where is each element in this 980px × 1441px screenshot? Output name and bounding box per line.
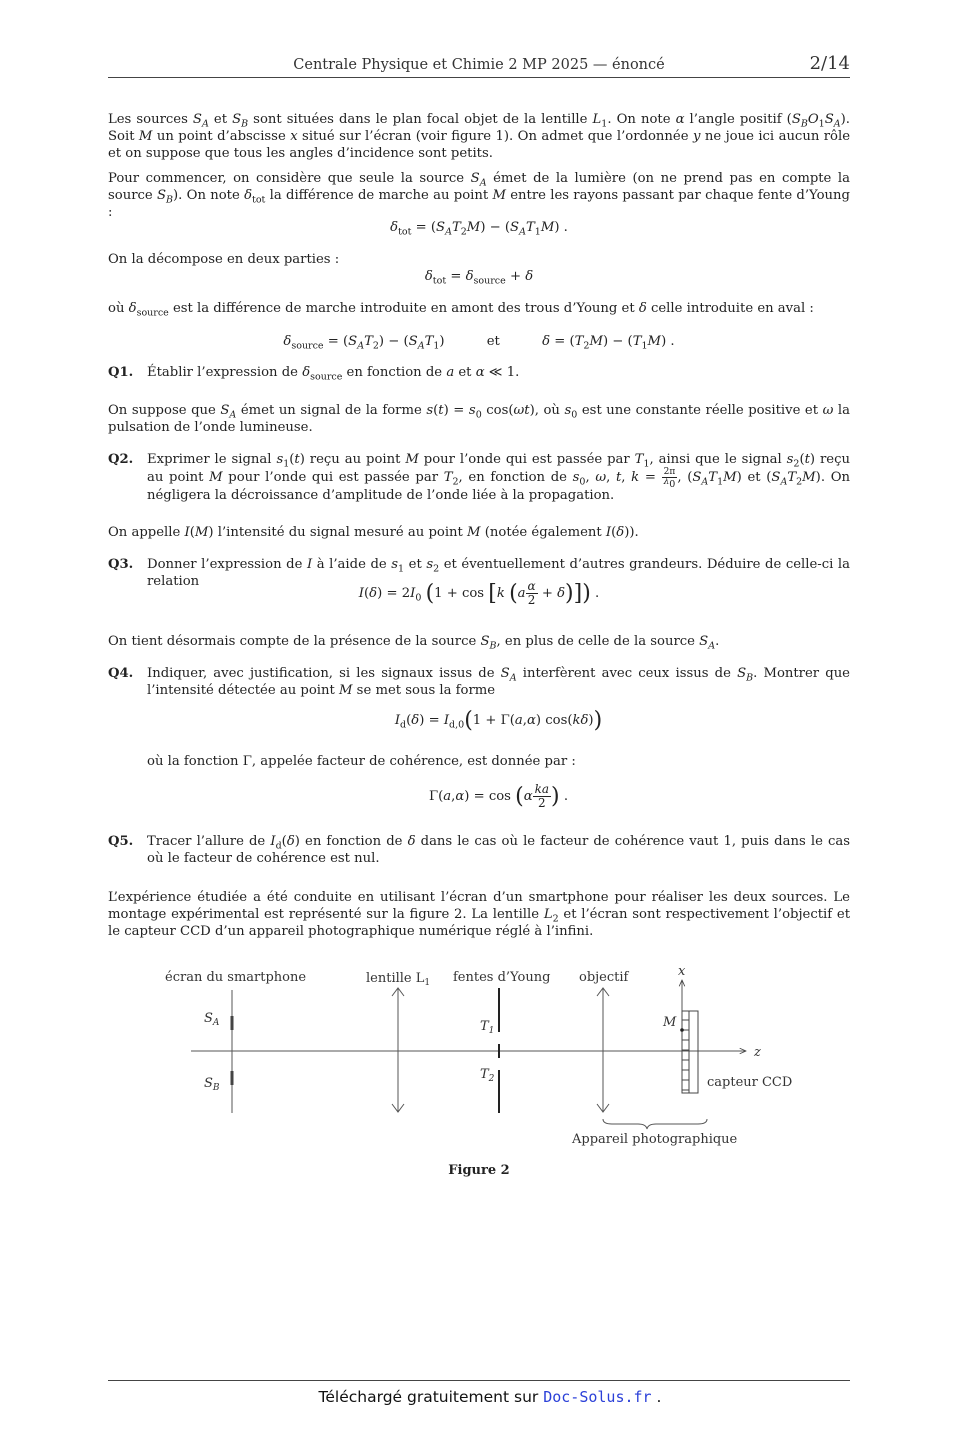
slit-T1-label: $T_1$ [480, 1019, 495, 1036]
paragraph-signal: On suppose que $S_A$ émet un signal de la forme $s(t) = s_0$ cos(ωt), où $s_0$ est une constante réelle positive et ω la pulsation de l’onde lumineuse. [108, 403, 850, 435]
source-SB-label: $S_B$ [204, 1076, 220, 1093]
figure-caption: Figure 2 [448, 1163, 510, 1178]
paragraph-experiment: L’expérience étudiée a été conduite en utilisant l’écran d’un smartphone pour réaliser les deux sources. Le montage expérimental est représenté sur la figure 2. La lentille $L_2$ et l’écran sont respectivement l’objectif et le capteur CCD d’un appareil photographique numérique réglé à l’infini. [108, 890, 851, 939]
question-label: Q4. [108, 666, 134, 681]
objective-label: objectif [579, 970, 629, 985]
question-2: Q2. Exprimer le signal $s_1(t)$ reçu au point M pour l’onde qui est passée par $T_1$, ainsi que le signal $s_2(t)$ reçu au point M pour l’onde qui est passée par $T_2$, en fonction de $s_0$, ω, t, k = $\frac{2\pi}{\lambda_0}$ , $(S_AT_1M)$ et $(S_AT_2M)$. On négligera la décroissance d’amplitude de l’onde liée à la propagation. [108, 452, 850, 503]
question-1: Q1. Établir l’expression de $\delta_{source}$ en fonction de a et α ≪ 1. [108, 365, 520, 383]
equation-intensity: $I(\delta) = 2I_0$ (1 + cos [k (a $\frac{\alpha}{2}$ + δ)]) . [358, 579, 600, 607]
paragraph-sources: Les sources $S_A$ et $S_B$ sont situées dans le plan focal objet de la lentille $L_1$. On note α l’angle positif $(S_BO_1S_A)$. Soit M un point d’abscisse x situé sur l’écran (voir figure 1). On admet que l’ordonnée y ne joue ici aucun rôle et on suppose que tous les angles d’incidence sont petits. [108, 112, 851, 161]
page-header [108, 55, 850, 78]
question-label: Q1. [108, 365, 134, 380]
source-SA-label: $S_A$ [204, 1011, 220, 1028]
question-5: Q5. Tracer l’allure de $I_d(\delta)$ en fonction de δ dans le cas où le facteur de cohérence vaut 1, puis dans le cas où le facteur de cohérence est nul. [108, 834, 850, 866]
header-title: Centrale Physique et Chimie 2 MP 2025 — énoncé [293, 57, 665, 73]
footer-link[interactable]: Doc-Solus.fr [543, 1388, 652, 1406]
paragraph-coherence: où la fonction Γ, appelée facteur de cohérence, est donnée par : [147, 754, 576, 769]
point-M [680, 1028, 684, 1032]
slit-T2-label: $T_2$ [480, 1067, 495, 1084]
point-M-label: M [663, 1015, 677, 1030]
footer-rule [108, 1380, 850, 1381]
camera-label: Appareil photographique [572, 1132, 738, 1147]
footer-text: Téléchargé gratuitement sur [318, 1388, 544, 1406]
lens-L1-label: lentille $L_1$ [366, 971, 431, 988]
smartphone-screen-label: écran du smartphone [165, 970, 307, 985]
equation-coherence: Γ(a,α) = cos (α $\frac{ka}{2}$ ) . [428, 782, 569, 810]
young-slits-label: fentes d’Young [453, 970, 551, 985]
page-footer [0, 1389, 980, 1406]
question-label: Q3. [108, 557, 134, 572]
page [108, 0, 850, 1441]
paragraph-decompose: On la décompose en deux parties : [108, 252, 340, 267]
axis-z-label: z [754, 1045, 761, 1060]
footer-end: . [651, 1388, 662, 1406]
question-3: Q3. Donner l’expression de I à l’aide de $s_1$ et $s_2$ et éventuellement d’autres grandeurs. Déduire de celle-ci la relation [108, 557, 850, 589]
camera-brace [603, 1119, 707, 1129]
paragraph-single-source: Pour commencer, on considère que seule la source $S_A$ émet de la lumière (on ne prend pas en compte la source $S_B$). On note $\delta_{tot}$ la différence de marche au point M entre les rayons passant par chaque fente d’Young : [108, 171, 851, 220]
paragraph-delta-parts: où $\delta_{source}$ est la différence de marche introduite en amont des trous d’Young et δ celle introduite en aval : [108, 301, 814, 319]
equation-delta-sum: $\delta_{tot} = \delta_{source} + \delta$ [424, 269, 534, 287]
equation-intensity-detected: $I_d(\delta) = I_{d,0}(1 + \Gamma(a,\alpha)$ cos(kδ)) [394, 708, 603, 733]
paragraph-second-source: On tient désormais compte de la présence de la source $S_B$, en plus de celle de la source $S_A$. [108, 634, 720, 652]
equation-delta-tot: $\delta_{tot} = (S_AT_2M) - (S_AT_1M)$ . [390, 220, 568, 238]
question-label: Q5. [108, 834, 134, 849]
page-number: 2/14 [809, 53, 850, 74]
question-4: Q4. Indiquer, avec justification, si les signaux issus de $S_A$ interfèrent avec ceux issus de $S_B$. Montrer que l’intensité détectée au point M se met sous la forme [108, 666, 850, 698]
ccd-sensor [682, 1011, 698, 1093]
equation-delta-source: $\delta_{source} = (S_AT_2) - (S_AT_1)$ et $\delta = (T_2M) - (T_1M)$ . [283, 334, 675, 352]
figure-2-diagram [156, 960, 816, 1155]
axis-x-label: x [678, 964, 686, 979]
question-label: Q2. [108, 452, 134, 467]
ccd-label: capteur CCD [707, 1075, 793, 1090]
paragraph-intensity: On appelle I(M) l’intensité du signal mesuré au point M (notée également I(δ)). [108, 525, 639, 540]
